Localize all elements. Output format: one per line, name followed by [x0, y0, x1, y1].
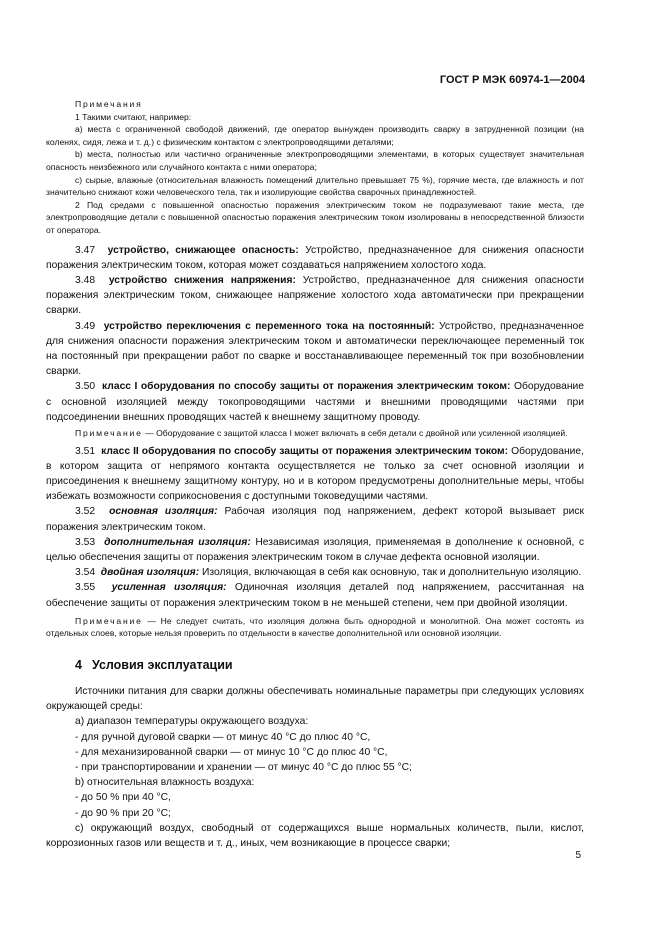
term-3-47: 3.47 устройство, снижающее опасность: Устройство, предназначенное для снижения опасности поражения электрическим током, которая может создаваться напряжением холостого хода. [46, 244, 584, 271]
term-3-54: 3.54 двойная изоляция: Изоляция, включающая в себя как основную, так и дополнительную изоляцию. [75, 567, 582, 579]
term-name: дополнительная изоляция: [104, 536, 251, 548]
list-item: - для механизированной сварки — от минус 10 °С до плюс 40 °С, [75, 746, 388, 758]
section-intro: Источники питания для сварки должны обеспечивать номинальные параметры при следующих условиях окружающей среды: [46, 685, 584, 713]
note-3-55: Примечание — Не следует считать, что изоляция должна быть однородной и монолитной. Она может состоять из отдельных слоев, которые нельзя проверить по отдельности в качестве дополнительной или основной изоляции. [46, 615, 584, 639]
list-item: - до 90 % при 20 °С; [75, 807, 171, 819]
note-line: с) сырые, влажные (относительная влажность помещений длительно превышает 75 %), горячие места, где влажность и пот значительно снижают кожи человеческого тела, так и изолирующие свойства сварочных принадлежностей. [46, 174, 584, 198]
term-name: основная изоляция: [109, 506, 218, 518]
list-item: b) относительная влажность воздуха: [75, 777, 255, 789]
term-name: класс II оборудования по способу защиты от поражения электрическим током: [101, 445, 509, 457]
term-3-52: 3.52 основная изоляция: Рабочая изоляция под напряжением, дефект которой вызывает риск поражения электрическим током. [46, 506, 584, 533]
term-3-55: 3.55 усиленная изоляция: Одиночная изоляция деталей под напряжением, рассчитанная на обеспечение защиты от поражения электрическим током в не меньшей степени, чем при двойной изоляции. [46, 582, 584, 609]
list-item: - при транспортировании и хранении — от минус 40 °С до плюс 55 °С; [75, 762, 412, 773]
list-item: - до 50 % при 40 °С, [75, 792, 171, 804]
term-name: усиленная изоляция: [111, 582, 227, 594]
term-3-48: 3.48 устройство снижения напряжения: Устройство, предназначенное для снижения опасности поражения электрическим током, снижающее напряжение холостого хода автоматически при прекращении сварки. [46, 274, 584, 317]
note-line: 2 Под средами с повышенной опасностью поражения электрическим током не подразумевают такие места, где электропроводящие детали с повышенной опасностью поражения электрическим током изолированы в непосредственной близости от оператора. [46, 199, 584, 235]
section-4-body [46, 684, 584, 851]
notes-block [46, 98, 584, 237]
list-item: с) окружающий воздух, свободный от содержащихся выше нормальных количеств, пыли, кислот, коррозионных газов или веществ и т. д., иных, чем возникающие в процессе сварки; [46, 822, 584, 850]
term-3-50: 3.50 класс I оборудования по способу защиты от поражения электрическим током: Оборудование с основной изоляцией между токопроводящими частями и внешними проводящими частями при подсоединении внешних проводящих частей к внешнему защитному проводу. [46, 381, 584, 423]
term-3-49: 3.49 устройство переключения с переменного тока на постоянный: Устройство, предназначенное для снижения опасности поражения электрическим током и автоматически переключающее переменный ток на постоянный при прекращении работ по сварке и восстанавливающее переменный ток при возобновлении сварки. [46, 320, 584, 378]
term-name: устройство, снижающее опасность: [107, 244, 299, 256]
document-header: ГОСТ Р МЭК 60974-1—2004 [439, 74, 585, 86]
term-name: устройство снижения напряжения: [108, 274, 296, 286]
term-name: устройство переключения с переменного тока на постоянный: [103, 320, 435, 332]
note-line: а) места с ограниченной свободой движений, где оператор вынужден производить сварку в затрудненной позиции (на коленях, сидя, лежа и т. д.) с физическим контактом с электропроводящими деталями; [46, 124, 584, 147]
term-3-53: 3.53 дополнительная изоляция: Независимая изоляция, применяемая в дополнение к основной, с целью обеспечения защиты от поражения электрическим током в случае дефекта основной изоляции. [46, 536, 584, 563]
note-line: 1 Такими считают, например: [75, 111, 192, 122]
note-line: b) места, полностью или частично ограниченные электропроводящими элементами, в которых существует значительная опасность неизбежного или случайного контакта с ними оператора; [46, 149, 584, 172]
list-item: - для ручной дуговой сварки — от минус 40 °С до плюс 40 °С, [75, 731, 371, 743]
note-3-50: Примечание — Оборудование с защитой класса I может включать в себя детали с двойной или усиленной изоляцией. [75, 427, 568, 438]
notes-heading: Примечания [75, 99, 143, 109]
page-number: 5 [575, 850, 581, 861]
terms-block [46, 243, 584, 425]
term-name: класс I оборудования по способу защиты от поражения электрическим током: [102, 381, 511, 393]
term-name: двойная изоляция: [100, 567, 200, 579]
page-content [46, 98, 584, 851]
section-4-heading: 4 Условия эксплуатации [75, 657, 233, 672]
term-3-51: 3.51 класс II оборудования по способу защиты от поражения электрическим током: Оборудование, в котором защита от непрямого контакта осуществляется не только за счет основной изоляции и присоединения к внешнему защитному контуру, но и в котором предусмотрены дополнительные меры, чтобы избежать возможности соприкосновения с доступными токоведущими частями. [46, 445, 584, 503]
list-item: а) диапазон температуры окружающего воздуха: [75, 716, 309, 728]
